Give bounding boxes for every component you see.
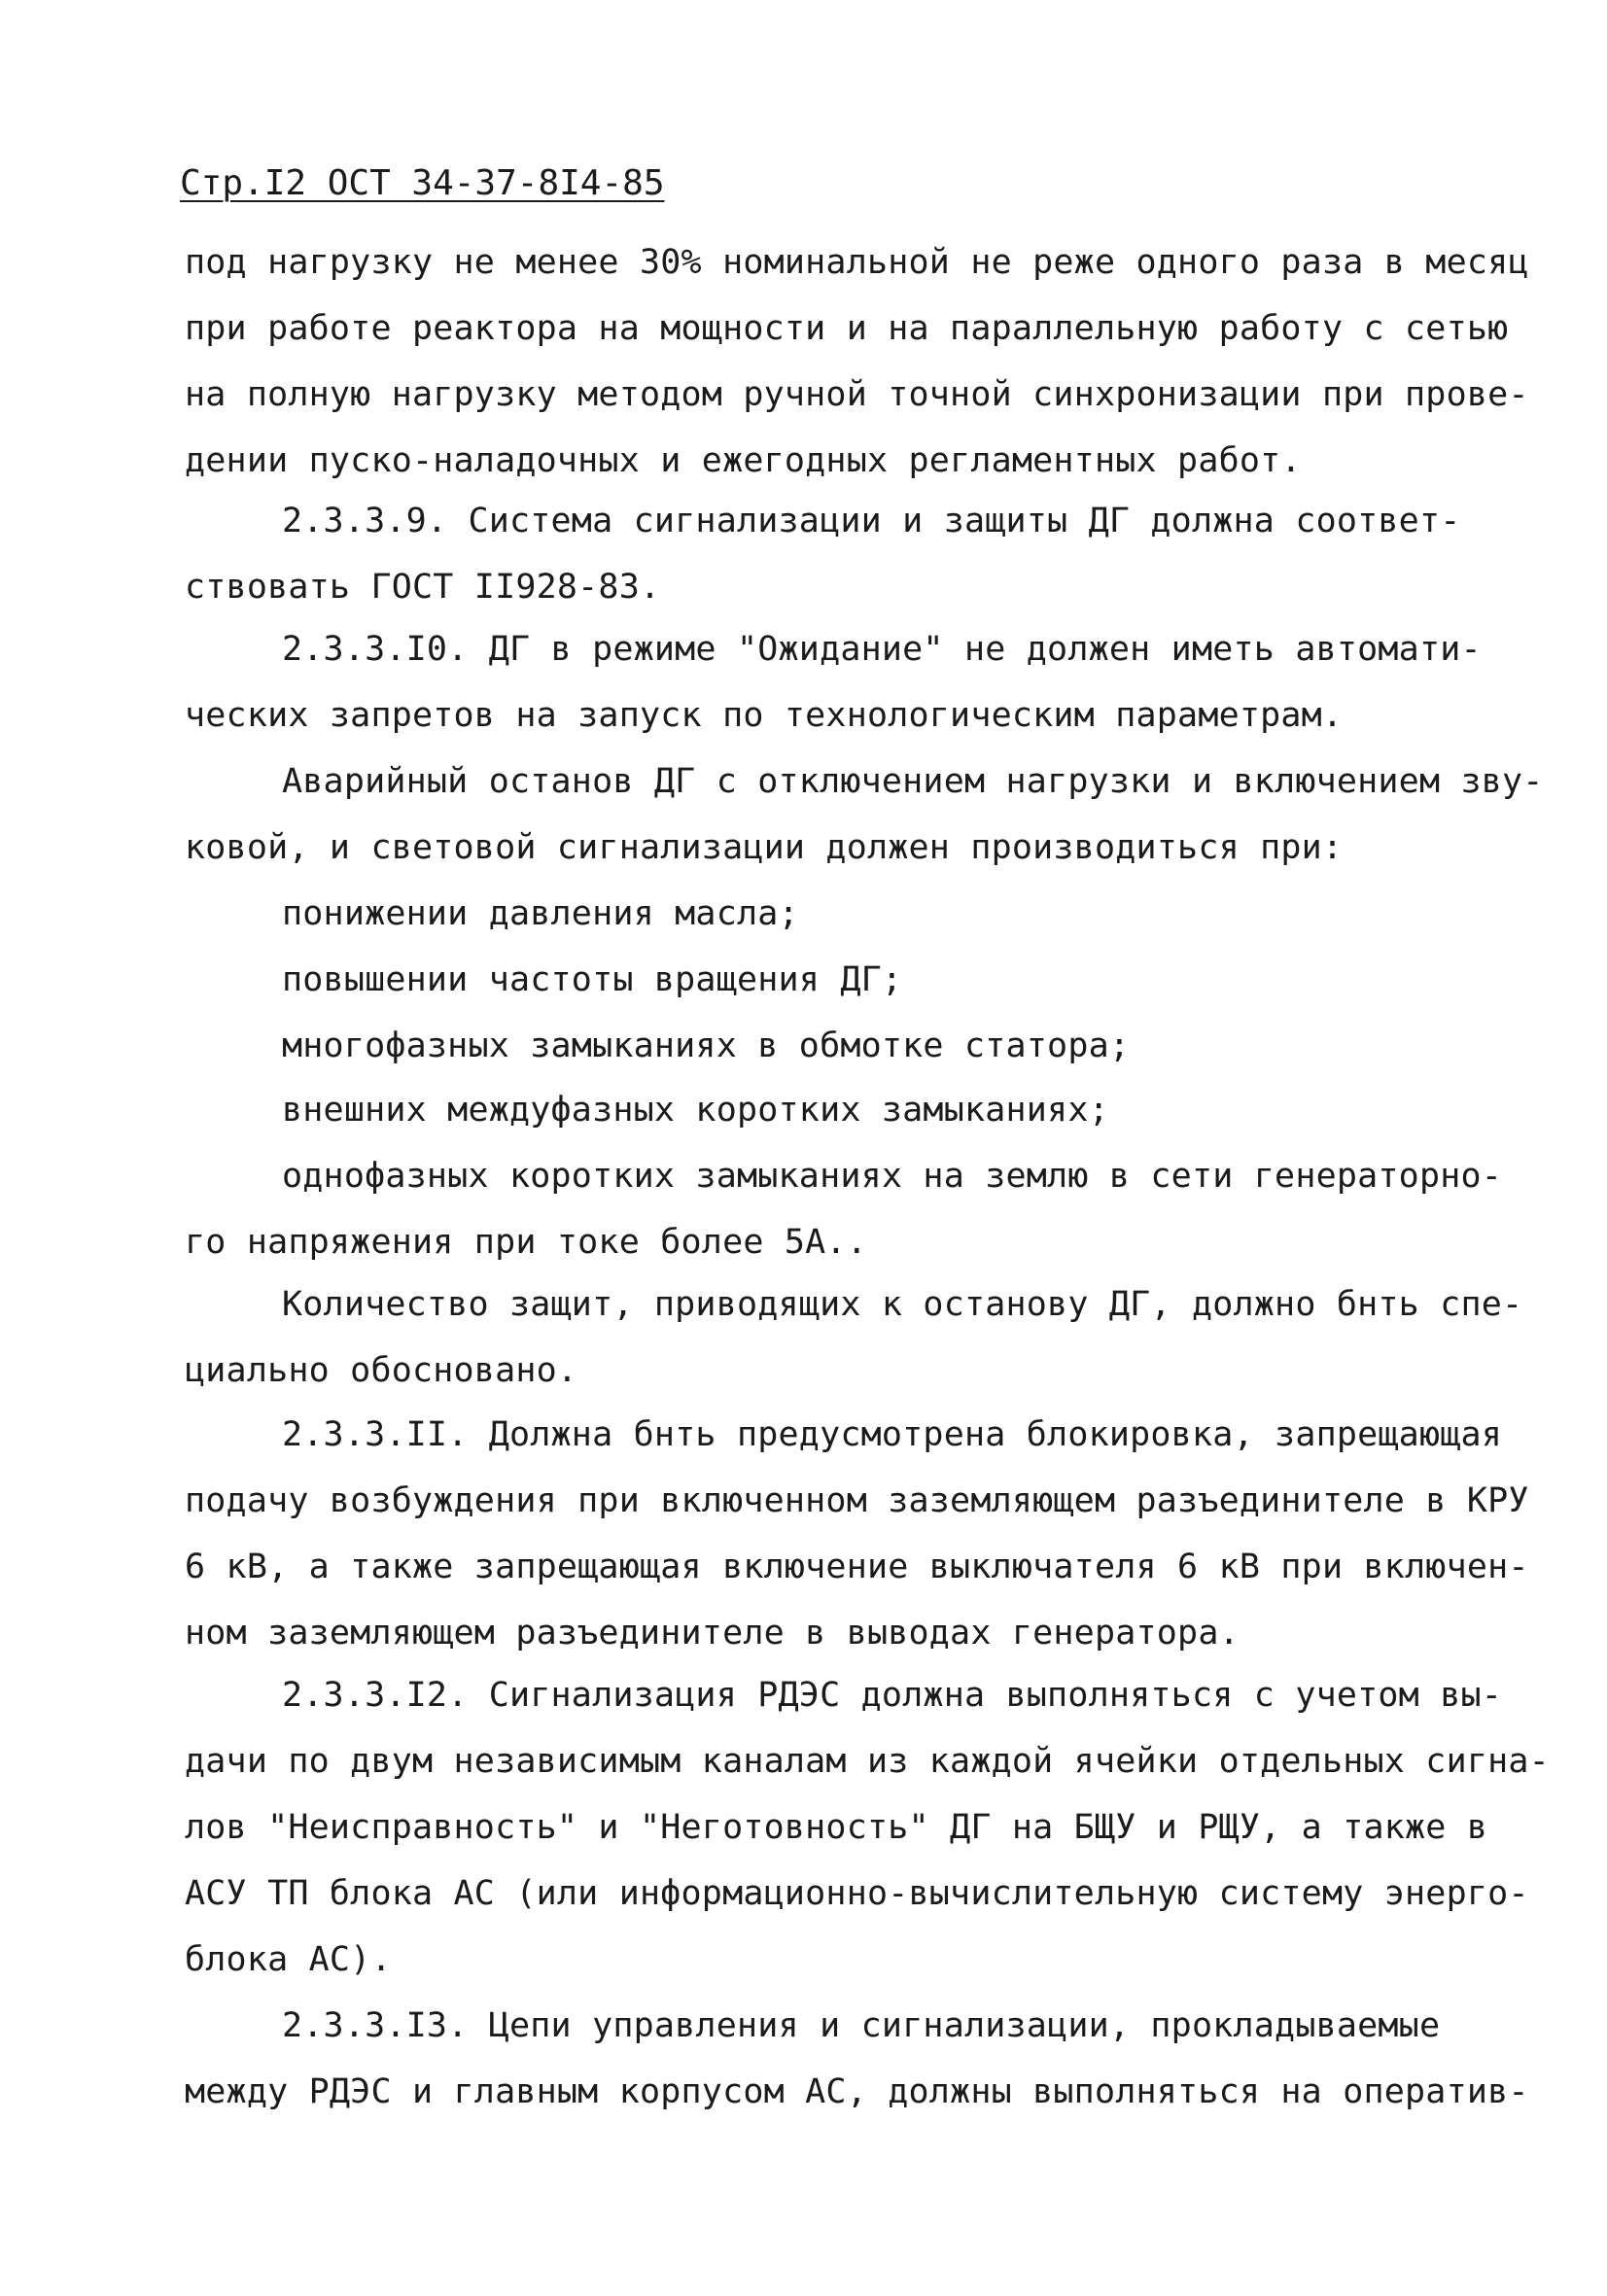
paragraph-start: Аварийный останов ДГ с отключением нагрузки и включением зву- bbox=[282, 762, 1544, 801]
text-line: подачу возбуждения при включенном заземляющем разъединителе в КРУ bbox=[185, 1481, 1529, 1520]
text-line: циально обосновано. bbox=[185, 1351, 578, 1390]
text-line: ствовать ГОСТ II928-83. bbox=[185, 568, 661, 607]
text-line: лов "Неисправность" и "Неготовность" ДГ на БЩУ и РЩУ, а также в bbox=[185, 1808, 1488, 1847]
text-line: ковой, и световой сигнализации должен производиться при: bbox=[185, 828, 1344, 867]
list-item: внешних междуфазных коротких замыканиях; bbox=[282, 1091, 1109, 1130]
list-item: однофазных коротких замыканиях на землю в сети генераторно- bbox=[282, 1157, 1503, 1196]
section-heading-2-3-3-11: 2.3.3.II. Должна бнть предусмотрена блокировка, запрещающая bbox=[282, 1415, 1503, 1454]
text-line: блока АС). bbox=[185, 1940, 392, 1979]
text-line: при работе реактора на мощности и на параллельную работу с сетью bbox=[185, 309, 1509, 348]
text-line: АСУ ТП блока АС (или информационно-вычислительную систему энерго- bbox=[185, 1874, 1529, 1913]
list-item: многофазных замыканиях в обмотке статора; bbox=[282, 1026, 1131, 1065]
section-heading-2-3-3-12: 2.3.3.I2. Сигнализация РДЭС должна выполняться с учетом вы- bbox=[282, 1676, 1503, 1715]
text-line: под нагрузку не менее 30% номинальной не реже одного раза в месяц bbox=[185, 243, 1529, 282]
text-line: го напряжения при токе более 5А.. bbox=[185, 1223, 867, 1262]
text-line: ческих запретов на запуск по технологическим параметрам. bbox=[185, 696, 1344, 735]
paragraph-start: Количество защит, приводящих к останову ДГ, должно бнть спе- bbox=[282, 1285, 1523, 1324]
text-line: дении пуско-наладочных и ежегодных регламентных работ. bbox=[185, 441, 1302, 480]
section-heading-2-3-3-10: 2.3.3.I0. ДГ в режиме "Ожидание" не должен иметь автомати- bbox=[282, 630, 1482, 669]
section-heading-2-3-3-13: 2.3.3.I3. Цепи управления и сигнализации, прокладываемые bbox=[282, 2006, 1441, 2045]
text-line: 6 кВ, а также запрещающая включение выключателя 6 кВ при включен- bbox=[185, 1548, 1529, 1586]
list-item: повышении частоты вращения ДГ; bbox=[282, 960, 903, 999]
text-line: дачи по двум независимым каналам из каждой ячейки отдельных сигна- bbox=[185, 1742, 1550, 1781]
page-header: Стр.I2 ОСТ 34-37-8I4-85 bbox=[180, 163, 665, 203]
section-heading-2-3-3-9: 2.3.3.9. Система сигнализации и защиты ДГ должна соответ- bbox=[282, 502, 1461, 540]
text-line: между РДЭС и главным корпусом АС, должны выполняться на оператив- bbox=[185, 2072, 1529, 2111]
text-line: ном заземляющем разъединителе в выводах генератора. bbox=[185, 1614, 1240, 1652]
list-item: понижении давления масла; bbox=[282, 894, 799, 933]
text-line: на полную нагрузку методом ручной точной синхронизации при прове- bbox=[185, 375, 1529, 414]
